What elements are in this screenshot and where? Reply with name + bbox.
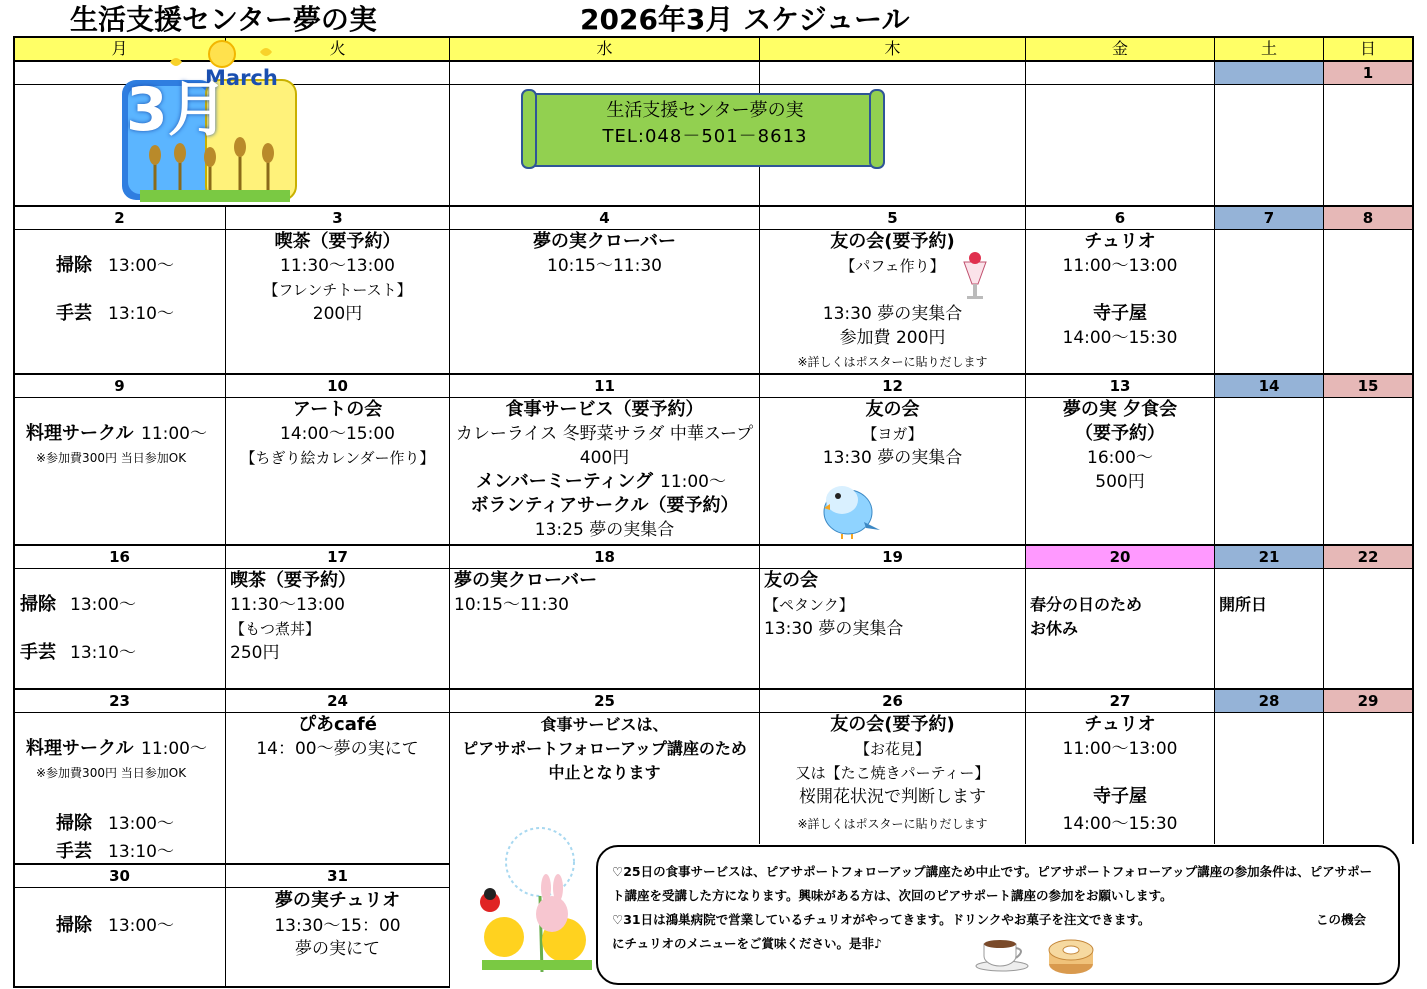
day-number: 15 <box>1357 377 1379 395</box>
day-number: 1 <box>1362 64 1374 82</box>
event-sub: お休み <box>1030 619 1079 638</box>
event-sub: 【ヨガ】 <box>862 425 923 443</box>
weekday-fri: 金 <box>1026 38 1214 60</box>
event-label: 掃除 <box>56 915 92 936</box>
schedule-title: 2026年3月 スケジュール <box>580 3 910 36</box>
event-place: 夢の実にて <box>295 939 380 959</box>
event-meet: 13:30 夢の実集合 <box>822 304 963 324</box>
day-number: 7 <box>1263 209 1275 227</box>
weekday-sun: 日 <box>1324 38 1412 60</box>
event-price: 500円 <box>1095 472 1145 492</box>
notice-line: ♡25日の食事サービスは、ピアサポートフォローアップ講座ため中止です。ピアサポートフォローアップ講座の参加条件は、ピアサポー <box>612 864 1373 879</box>
event-note: ※詳しくはポスターに貼りだします <box>797 817 988 831</box>
event-title: 夢の実クローバー <box>454 570 598 591</box>
event-title: チュリオ <box>1084 231 1156 252</box>
event-sub: 【パフェ作り】 <box>840 257 945 275</box>
event-title: ぴあcafé <box>298 714 377 735</box>
event-menu: 【もつ煮丼】 <box>230 620 321 638</box>
day-number: 28 <box>1258 692 1280 710</box>
event-title: ボランティアサークル（要予約） <box>470 495 739 516</box>
event-menu: 【フレンチトースト】 <box>263 281 412 299</box>
day-number: 16 <box>109 548 130 566</box>
event-title: 寺子屋 <box>1093 303 1147 324</box>
event-title: 寺子屋 <box>1093 786 1147 807</box>
saturday-cell <box>1215 62 1323 84</box>
flower-illustration <box>462 822 602 977</box>
day-number: 18 <box>594 548 615 566</box>
weekday-mon: 月 <box>14 38 225 60</box>
day-number: 4 <box>599 209 610 227</box>
day-number: 6 <box>1114 209 1126 227</box>
event-time: 11:00～ <box>141 424 207 444</box>
event-time: 13:10～ <box>108 304 174 324</box>
event-sub: 又は【たこ焼きパーティー】 <box>795 764 990 782</box>
banner-line1: 生活支援センター夢の実 <box>606 100 804 121</box>
day-number: 12 <box>882 377 903 395</box>
day-number: 11 <box>594 377 615 395</box>
event-notice: 食事サービスは、 <box>540 715 669 734</box>
event-sub: 桜開花状況で判断します <box>799 787 986 807</box>
weekday-sat: 土 <box>1215 38 1323 60</box>
day-number: 2 <box>114 209 125 227</box>
weekday-thu: 木 <box>760 38 1025 60</box>
event-meet: 13:30 夢の実集合 <box>764 619 904 639</box>
notice-line: ト講座を受講した方になります。興味がある方は、次回のピアサポート講座の参加をお願いします。 <box>612 888 1173 903</box>
event-title: 喫茶（要予約） <box>230 570 356 591</box>
day-number: 8 <box>1362 209 1374 227</box>
event-label: 掃除 <box>56 813 92 834</box>
event-sub: 【お花見】 <box>854 740 930 758</box>
event-time: 10:15～11:30 <box>454 595 569 615</box>
event-note: ※参加費300円 当日参加OK <box>36 451 187 465</box>
parfait-icon <box>960 250 990 302</box>
day-number: 14 <box>1258 377 1280 395</box>
event-time: 13:00～ <box>108 916 174 936</box>
event-title: チュリオ <box>1084 714 1156 735</box>
event-note: ※参加費300円 当日参加OK <box>36 766 187 780</box>
event-title: 友の会 <box>865 399 920 420</box>
weekday-tue: 火 <box>226 38 449 60</box>
march-word: March <box>205 66 278 90</box>
weekday-wed: 水 <box>450 38 759 60</box>
event-time: 11:00～13:00 <box>1062 739 1178 759</box>
event-time: 13:00～ <box>70 595 136 615</box>
event-time: 11:00～13:00 <box>1062 256 1178 276</box>
event-title: 料理サークル <box>26 738 134 759</box>
event-time: 13:00～ <box>108 814 174 834</box>
event-time: 13:30～15：00 <box>274 916 401 936</box>
day-number: 5 <box>887 209 898 227</box>
day-number: 19 <box>882 548 903 566</box>
event-price: 250円 <box>230 643 280 663</box>
event-time: 11:30～13:00 <box>280 256 395 276</box>
day-number: 23 <box>109 692 130 710</box>
event-label: 掃除 <box>56 255 92 276</box>
month-numeral: 3月 <box>126 75 228 145</box>
event-time: 13:10～ <box>108 842 174 862</box>
event-time: 14:00～15:00 <box>280 424 395 444</box>
event-time: 13:00～ <box>108 256 174 276</box>
event-title: 夢の実クローバー <box>532 231 677 252</box>
event-time: 16:00～ <box>1087 448 1153 468</box>
day-number: 30 <box>109 867 130 885</box>
event-time: 11:00～ <box>141 739 207 759</box>
notice-line-tail: この機会 <box>1316 912 1367 927</box>
baumkuchen-icon <box>1046 936 1096 976</box>
event-fee: 参加費 200円 <box>839 328 946 348</box>
event-title: 夢の実チュリオ <box>274 890 401 911</box>
event-title: 料理サークル <box>26 423 134 444</box>
day-number: 9 <box>114 377 125 395</box>
event-notice: 中止となります <box>548 763 661 782</box>
event-label: 手芸 <box>56 841 92 862</box>
event-time: 14：00～夢の実にて <box>256 739 419 759</box>
day-number: 24 <box>327 692 348 710</box>
event-sub: （要予約） <box>1075 423 1165 444</box>
event-notice: ピアサポートフォローアップ講座のため <box>462 739 747 758</box>
event-title: 夢の実 夕食会 <box>1062 399 1178 420</box>
event-title: 春分の日のため <box>1030 595 1143 614</box>
event-title: 友の会(要予約) <box>830 714 955 735</box>
day-number: 3 <box>332 209 343 227</box>
event-price: 200円 <box>312 304 363 324</box>
event-title: 食事サービス（要予約） <box>505 399 704 420</box>
day-number: 25 <box>594 692 615 710</box>
event-time: 10:15～11:30 <box>547 256 662 276</box>
day-number: 10 <box>327 377 348 395</box>
event-menu: カレーライス 冬野菜サラダ 中華スープ <box>455 424 754 444</box>
bird-icon <box>812 472 887 540</box>
notice-line: にチュリオのメニューをご賞味ください。是非♪ <box>612 936 882 951</box>
event-title: アートの会 <box>292 399 383 420</box>
event-label: 手芸 <box>56 303 92 324</box>
day-number: 21 <box>1258 548 1280 566</box>
day-number: 20 <box>1109 548 1131 566</box>
day-number: 26 <box>882 692 903 710</box>
event-title: 友の会(要予約) <box>830 231 955 252</box>
day-number: 22 <box>1357 548 1379 566</box>
event-time: 11:00～ <box>660 472 726 492</box>
event-time: 11:30～13:00 <box>230 595 345 615</box>
coffee-cup-icon <box>972 936 1032 972</box>
day-number: 13 <box>1109 377 1131 395</box>
event-title: 開所日 <box>1219 595 1268 614</box>
event-meet: 13:30 夢の実集合 <box>822 448 963 468</box>
event-sub: 【ペタンク】 <box>764 596 854 614</box>
event-meet: 13:25 夢の実集合 <box>534 520 675 540</box>
event-label: 手芸 <box>20 642 56 663</box>
event-time: 14:00～15:30 <box>1062 814 1178 834</box>
event-sub: 【ちぎり絵カレンダー作り】 <box>240 449 435 467</box>
event-time: 13:10～ <box>70 643 136 663</box>
day-number: 29 <box>1357 692 1379 710</box>
banner-phone: TEL:048－501－8613 <box>602 126 808 147</box>
event-note: ※詳しくはポスターに貼りだします <box>797 355 988 369</box>
day-number: 31 <box>327 867 348 885</box>
center-name: 生活支援センター夢の実 <box>70 3 377 36</box>
event-price: 400円 <box>579 448 630 468</box>
day-number: 17 <box>327 548 348 566</box>
event-title: メンバーミーティング <box>476 471 653 492</box>
event-time: 14:00～15:30 <box>1062 328 1178 348</box>
event-title: 友の会 <box>764 570 818 591</box>
event-label: 掃除 <box>20 594 56 615</box>
day-number: 27 <box>1109 692 1131 710</box>
notice-line: ♡31日は鴻巣病院で営業しているチュリオがやってきます。ドリンクやお菓子を注文できます。 <box>612 912 1151 927</box>
event-title: 喫茶（要予約） <box>274 231 401 252</box>
